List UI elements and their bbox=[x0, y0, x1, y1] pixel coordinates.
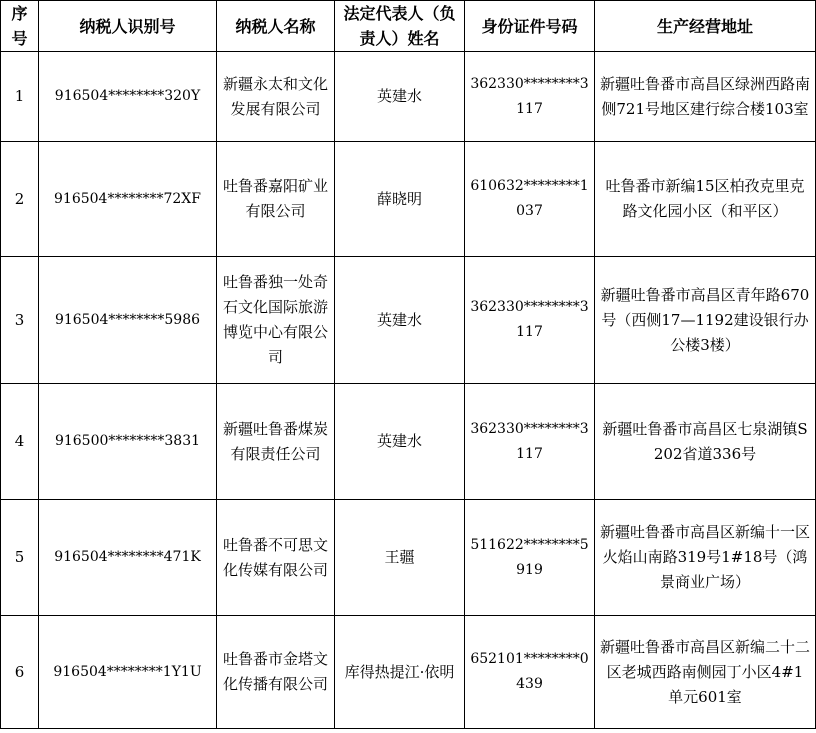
row-id-number: 362330********3117 bbox=[465, 257, 595, 384]
row-legal-rep: 王疆 bbox=[335, 500, 465, 616]
row-tax-id: 916504********72XF bbox=[39, 142, 217, 257]
row-tax-id: 916504********471K bbox=[39, 500, 217, 616]
row-id-number: 610632********1037 bbox=[465, 142, 595, 257]
row-tax-id: 916504********5986 bbox=[39, 257, 217, 384]
table-row bbox=[1, 616, 816, 729]
row-legal-rep: 英建水 bbox=[335, 257, 465, 384]
row-address: 新疆吐鲁番市高昌区新编十一区火焰山南路319号1#18号（鸿景商业广场） bbox=[595, 500, 816, 616]
row-tax-id: 916504********1Y1U bbox=[39, 616, 217, 729]
row-legal-rep: 薛晓明 bbox=[335, 142, 465, 257]
row-taxpayer-name: 吐鲁番独一处奇石文化国际旅游博览中心有限公司 bbox=[217, 257, 335, 384]
header-address: 生产经营地址 bbox=[595, 1, 816, 52]
row-legal-rep: 库得热提江·依明 bbox=[335, 616, 465, 729]
row-id-number: 652101********0439 bbox=[465, 616, 595, 729]
row-id-number: 511622********5919 bbox=[465, 500, 595, 616]
row-index: 4 bbox=[1, 384, 39, 500]
row-address: 新疆吐鲁番市高昌区新编二十二区老城西路南侧园丁小区4#1单元601室 bbox=[595, 616, 816, 729]
header-index: 序号 bbox=[1, 1, 39, 52]
header-tax-id: 纳税人识别号 bbox=[39, 1, 217, 52]
table-row bbox=[1, 142, 816, 257]
row-taxpayer-name: 吐鲁番市金塔文化传播有限公司 bbox=[217, 616, 335, 729]
row-address: 新疆吐鲁番市高昌区绿洲西路南侧721号地区建行综合楼103室 bbox=[595, 52, 816, 142]
row-tax-id: 916504********320Y bbox=[39, 52, 217, 142]
row-index: 3 bbox=[1, 257, 39, 384]
row-address: 吐鲁番市新编15区柏孜克里克路文化园小区（和平区） bbox=[595, 142, 816, 257]
row-id-number: 362330********3117 bbox=[465, 52, 595, 142]
table-row bbox=[1, 52, 816, 142]
table-row bbox=[1, 500, 816, 616]
row-taxpayer-name: 吐鲁番不可思文化传媒有限公司 bbox=[217, 500, 335, 616]
row-tax-id: 916500********3831 bbox=[39, 384, 217, 500]
row-address: 新疆吐鲁番市高昌区七泉湖镇S202省道336号 bbox=[595, 384, 816, 500]
table-header-row bbox=[1, 1, 816, 52]
row-taxpayer-name: 新疆吐鲁番煤炭有限责任公司 bbox=[217, 384, 335, 500]
table-row bbox=[1, 257, 816, 384]
header-legal-rep: 法定代表人（负责人）姓名 bbox=[335, 1, 465, 52]
header-id-number: 身份证件号码 bbox=[465, 1, 595, 52]
row-taxpayer-name: 吐鲁番嘉阳矿业有限公司 bbox=[217, 142, 335, 257]
header-taxpayer-name: 纳税人名称 bbox=[217, 1, 335, 52]
row-index: 2 bbox=[1, 142, 39, 257]
row-index: 1 bbox=[1, 52, 39, 142]
table-row bbox=[1, 384, 816, 500]
row-taxpayer-name: 新疆永太和文化发展有限公司 bbox=[217, 52, 335, 142]
row-address: 新疆吐鲁番市高昌区青年路670号（西侧17—1192建设银行办公楼3楼） bbox=[595, 257, 816, 384]
row-id-number: 362330********3117 bbox=[465, 384, 595, 500]
row-index: 6 bbox=[1, 616, 39, 729]
row-index: 5 bbox=[1, 500, 39, 616]
row-legal-rep: 英建水 bbox=[335, 52, 465, 142]
row-legal-rep: 英建水 bbox=[335, 384, 465, 500]
